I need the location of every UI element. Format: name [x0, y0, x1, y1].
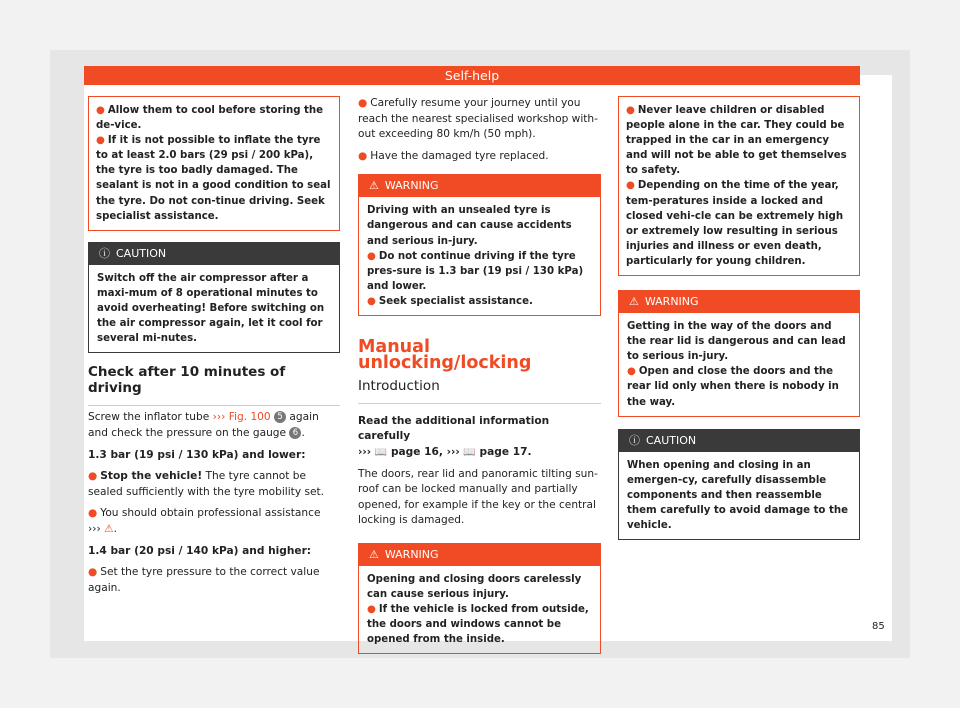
book-icon[interactable]: 📖	[374, 447, 388, 458]
bullet-icon: ●	[627, 366, 636, 378]
bullet-item: ● Seek specialist assistance.	[367, 295, 533, 307]
info-icon: ⓘ	[629, 433, 640, 447]
subheading: 1.3 bar (19 psi / 130 kPa) and lower:	[88, 448, 306, 461]
caution-bar: ⓘ CAUTION	[89, 243, 339, 265]
bullet-item: ● Allow them to cool before storing the de-vice.	[96, 105, 324, 132]
book-icon[interactable]: 📖	[463, 447, 476, 458]
section-title: Manual unlocking/locking	[358, 337, 532, 373]
bullet-icon: ●	[367, 295, 376, 307]
read-more: Read the additional information carefully ››› 📖 page 16, ››› 📖 page 17.	[358, 414, 550, 458]
warning-box	[618, 290, 860, 417]
warning-intro: Getting in the way of the doors and the rear lid is dangerous and can lead to serious in-jury.	[627, 321, 846, 363]
column-2	[358, 96, 601, 666]
figure-link[interactable]: ››› Fig. 100	[212, 411, 271, 424]
bullet-item: ● You should obtain professional assistance ››› ⚠.	[88, 507, 321, 535]
warning-box	[358, 174, 601, 316]
bullet-item: ● If the vehicle is locked from outside, the doors and windows cannot be opened from the inside.	[367, 604, 589, 646]
page-number: 85	[872, 621, 885, 632]
caution-text: When opening and closing in an emergen-cy, carefully disassemble components and then reassemble them carefully to avoid damage to the vehicle.	[627, 459, 849, 531]
paragraph: The doors, rear lid and panoramic tilting sun-roof can be locked manually and partially opened, for example if the key or the central locking is damaged.	[358, 467, 598, 527]
bullet-item: ● If it is not possible to inflate the tyre to at least 2.0 bars (29 psi / 200 kPa), the tyre is too badly damaged. The sealant is not in a good condition to seal the tyre. Do not con-tinue driving. Seek specialist assistance.	[96, 135, 331, 222]
warning-bar: ⚠ WARNING	[359, 544, 600, 566]
section-header: Self-help	[84, 66, 860, 85]
subsection-title: Introduction	[358, 379, 601, 404]
bullet-icon: ●	[358, 97, 368, 109]
warning-bar: ⚠ WARNING	[619, 291, 859, 313]
warning-box	[358, 543, 601, 654]
bullet-item: ● Depending on the time of the year, tem-peratures inside a locked and closed vehi-cle can be extremely high or extremely low resulting in serious injuries and illness or even death, particularly for young children.	[626, 180, 844, 267]
column-3	[618, 96, 860, 552]
bullet-item: ● Stop the vehicle! The tyre cannot be sealed sufficiently with the tyre mobility set.	[88, 470, 325, 498]
warning-intro: Driving with an unsealed tyre is dangerous and can cause accidents and serious in-jury.	[367, 205, 572, 247]
caution-text: Switch off the air compressor after a maxi-mum of 8 operational minutes to avoid overheating! Before switching on the air compressor again, let it cool for several mi-nutes.	[97, 272, 325, 345]
warning-triangle-icon: ⚠	[369, 179, 379, 193]
caution-box	[618, 429, 860, 540]
bullet-icon: ●	[88, 507, 98, 520]
column-1	[88, 96, 340, 602]
caution-bar: ⓘ CAUTION	[619, 430, 859, 452]
warning-continuation-box	[88, 96, 340, 231]
warning-continuation-box	[618, 96, 860, 276]
bullet-icon: ●	[626, 180, 635, 192]
bullet-icon: ●	[626, 105, 635, 116]
bullet-item: ● Open and close the doors and the rear lid only when there is nobody in the way.	[627, 366, 839, 408]
bullet-icon: ●	[96, 105, 105, 116]
bullet-icon: ●	[367, 250, 376, 262]
callout-number: 5	[274, 411, 286, 423]
paragraph: Screw the inflator tube ››› Fig. 100 5 again and check the pressure on the gauge 6 .	[88, 411, 319, 439]
warning-triangle-icon[interactable]: ⚠	[104, 522, 114, 535]
bullet-item: ● Do not continue driving if the tyre pres-sure is 1.3 bar (19 psi / 130 kPa) and lower.	[367, 250, 584, 292]
warning-intro: Opening and closing doors carelessly can cause serious injury.	[367, 573, 582, 601]
subheading: 1.4 bar (20 psi / 140 kPa) and higher:	[88, 544, 312, 557]
callout-number: 6	[289, 427, 301, 439]
info-icon: ⓘ	[99, 246, 110, 260]
bullet-icon: ●	[96, 135, 105, 147]
bullet-item: ● Set the tyre pressure to the correct value again.	[88, 566, 320, 594]
warning-triangle-icon: ⚠	[629, 295, 639, 309]
bullet-item: ● Have the damaged tyre replaced.	[358, 149, 549, 162]
bullet-icon: ●	[358, 149, 368, 162]
bullet-icon: ●	[88, 566, 98, 579]
bullet-item: ● Carefully resume your journey until you reach the nearest specialised workshop with-out exceeding 80 km/h (50 mph).	[358, 97, 598, 141]
caution-box	[88, 242, 340, 353]
bullet-icon: ●	[367, 604, 376, 616]
warning-triangle-icon: ⚠	[369, 547, 379, 561]
bullet-icon: ●	[88, 470, 98, 483]
heading-check: Check after 10 minutes of driving	[88, 365, 340, 406]
bullet-item: ● Never leave children or disabled people alone in the car. They could be trapped in the car in an emergency and will not be able to get themselves to safety.	[626, 105, 847, 177]
warning-bar: ⚠ WARNING	[359, 175, 600, 197]
